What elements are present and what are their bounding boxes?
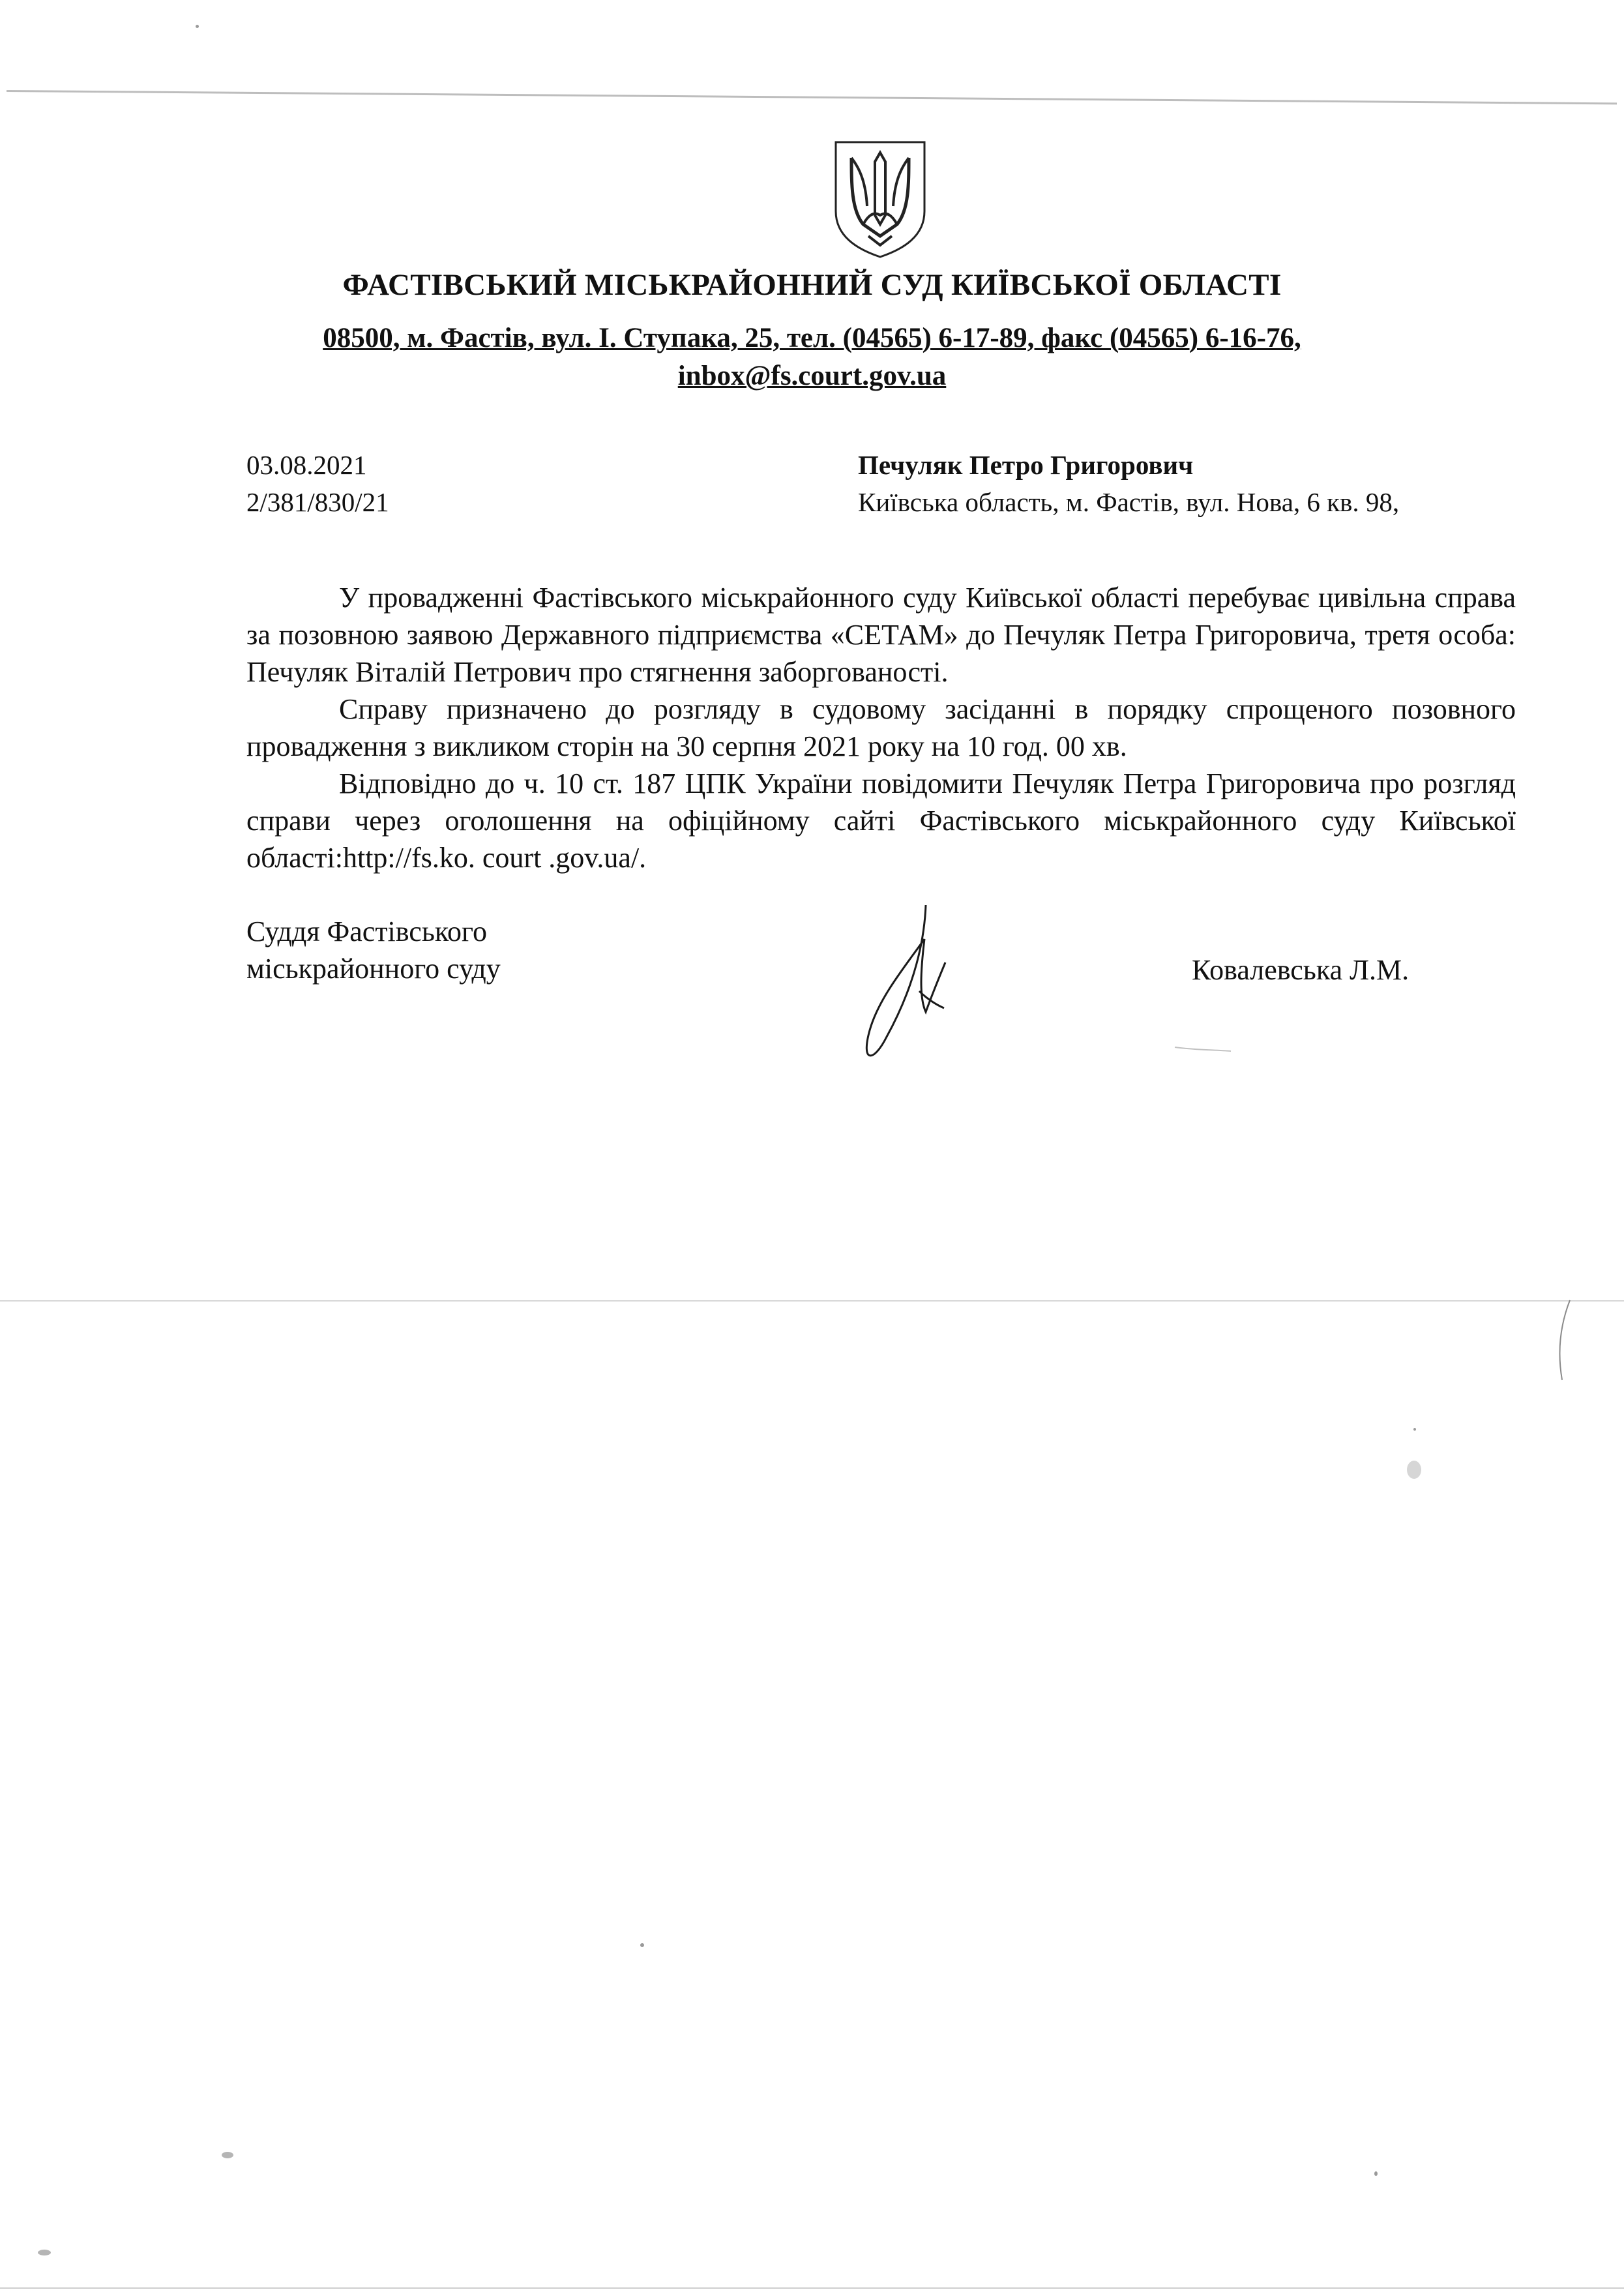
recipient-name: Печуляк Петро Григорович [858, 450, 1194, 480]
judge-name: Ковалевська Л.М. [1192, 954, 1410, 986]
scan-speck [196, 25, 199, 28]
signer-title-line: Суддя Фастівського [246, 915, 487, 947]
signer-title-line: міськрайонного суду [246, 953, 501, 985]
court-address [0, 322, 1624, 354]
scan-speck [640, 1943, 644, 1947]
scan-speck [1413, 1428, 1416, 1431]
scan-speck [38, 2250, 51, 2255]
court-name-heading: ФАСТІВСЬКИЙ МІСЬКРАЙОННИЙ СУД КИЇВСЬКОЇ ОБЛАСТІ [342, 268, 1282, 302]
court-email-line [0, 360, 1624, 392]
body-paragraph: Справу призначено до розгляду в судовому засіданні в порядку спрощеного позовного провадження з викликом сторін на 30 серпня 2021 року на 10 год. 00 хв. [246, 693, 1516, 762]
scan-mark [1174, 1043, 1232, 1052]
scan-speck [1407, 1461, 1421, 1479]
court-email-link[interactable]: inbox@fs.court.gov.ua [677, 361, 947, 391]
paper-fold-middle [0, 1300, 1624, 1302]
body-paragraph: Відповідно до ч. 10 ст. 187 ЦПК України повідомити Печуляк Петра Григоровича про розгляд справи через оголошення на офіційному сайті Фастівського міськрайонного суду Київської області:http://fs.ko. court .gov.ua/. [246, 767, 1516, 874]
letter-meta [246, 447, 389, 521]
signer-title [246, 913, 501, 987]
recipient-block [858, 447, 1399, 521]
court-address-text: 08500, м. Фастів, вул. І. Ступака, 25, тел. (04565) 6-17-89, факс (04565) 6-16-76, [323, 323, 1301, 353]
scan-speck [222, 2152, 233, 2158]
scan-edge-bottom [0, 2287, 1624, 2289]
paper-fold-top [7, 90, 1617, 134]
letter-date: 03.08.2021 [246, 450, 367, 480]
body-paragraph: У провадженні Фастівського міськрайонного суду Київської області перебуває цивільна справа за позовною заявою Державного підприємства «СЕТАМ» до Печуляк Петра Григоровича, третя особа: Печуляк Віталій Петрович про стягнення заборгованості. [246, 582, 1516, 688]
letter-reference-number: 2/381/830/21 [246, 487, 389, 517]
recipient-address: Київська область, м. Фастів, вул. Нова, 6 кв. 98, [858, 487, 1400, 517]
letter-body [246, 579, 1516, 876]
trident-coat-of-arms-icon [832, 138, 928, 260]
scan-speck [1374, 2171, 1378, 2176]
handwritten-signature-icon [848, 900, 978, 1069]
scan-mark [1552, 1298, 1578, 1382]
